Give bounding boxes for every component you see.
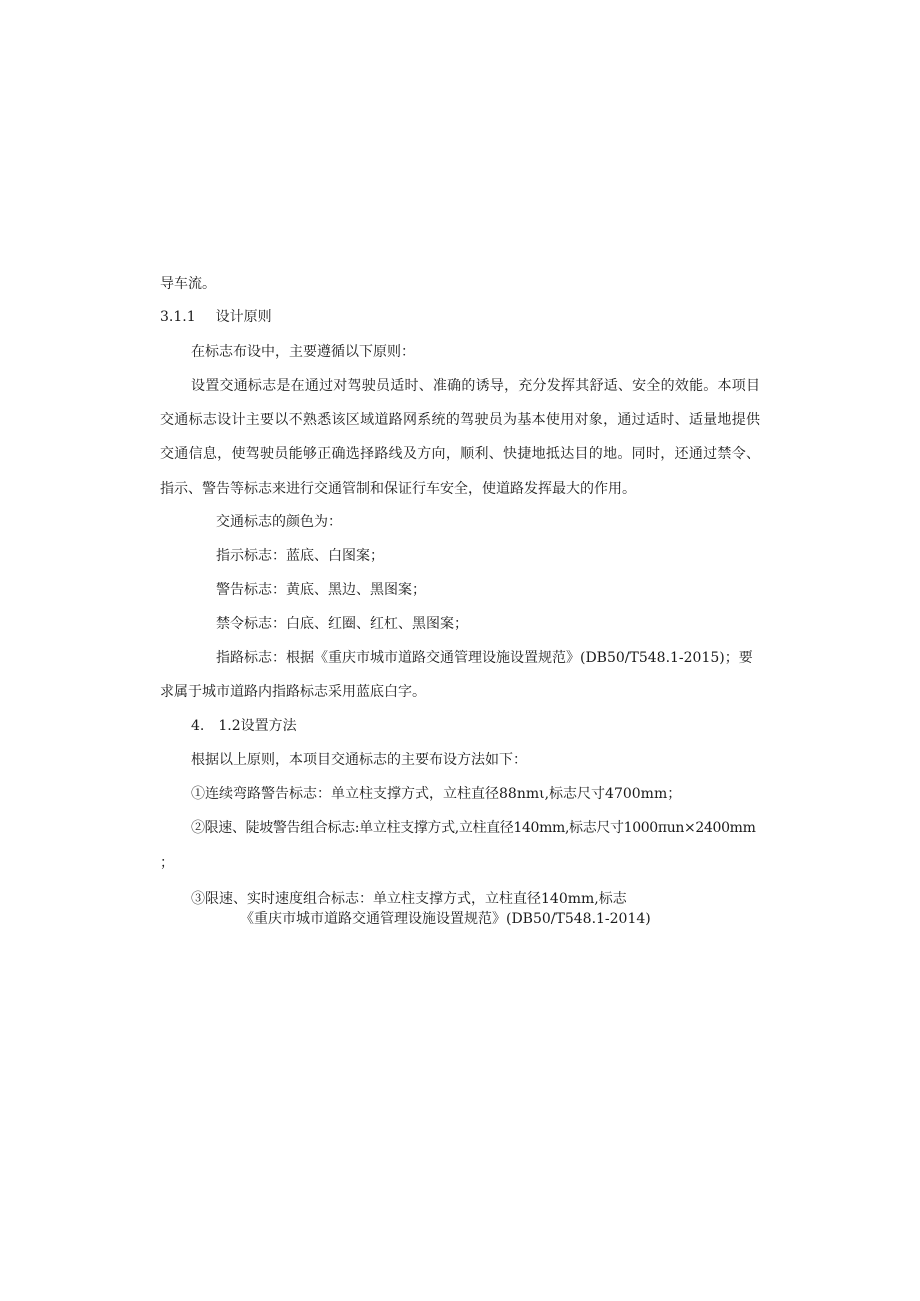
principles-intro: 在标志布设中，主要遵循以下原则： — [191, 344, 415, 360]
method-item-3: ③限速、实时速度组合标志：单立柱支撑方式，立柱直径140mm,标志 — [191, 891, 627, 907]
section-number: 3.1.1 — [160, 309, 196, 325]
method-item-1: ①连续弯路警告标志：单立柱支撑方式，立柱直径88nmι,标志尺寸4700mm； — [191, 786, 682, 802]
method-item-2: ②限速、陡坡警告组合标志:单立柱支撑方式,立柱直径140mm,标志尺寸1000πun×2400mm — [191, 820, 756, 836]
text-line-continuation: 导车流。 — [160, 276, 216, 292]
main-paragraph: 设置交通标志是在通过对驾驶员适时、准确的诱导，充分发挥其舒适、安全的效能。本项目交通标志设计主要以不熟悉该区域道路网系统的驾驶员为基本使用对象，通过适时、适量地提供交通信息，使驾驶员能够正确选择路线及方向，顺利、快捷地抵达目的地。同时，还通过禁令、指示、警告等标志来进行交通管制和保证行车安全，使道路发挥最大的作用。 — [160, 378, 760, 497]
method-intro: 根据以上原则，本项目交通标志的主要布设方法如下： — [191, 752, 527, 768]
section-heading-3-1-1 — [160, 307, 272, 327]
color-item-prohibition: 禁令标志：白底、红圈、红杠、黑图案； — [216, 616, 468, 632]
color-item-warning: 警告标志：黄底、黑边、黑图案； — [216, 582, 426, 598]
colors-title: 交通标志的颜色为： — [216, 514, 342, 530]
section-title: 设计原则 — [215, 309, 272, 325]
color-item-direction-cont: 求属于城市道路内指路标志采用蓝底白字。 — [160, 684, 426, 700]
color-item-guide: 指示标志：蓝底、白图案； — [216, 548, 384, 564]
color-item-direction: 指路标志：根据《重庆市城市道路交通管理设施设置规范》(DB50/T548.1-2015)；要 — [216, 650, 753, 666]
spec-reference: 《重庆市城市道路交通管理设施设置规范》(DB50/T548.1-2014) — [240, 911, 651, 927]
method-item-2-end: ； — [160, 855, 174, 871]
section-heading-4-1-2: 4. 1.2设置方法 — [191, 718, 297, 734]
